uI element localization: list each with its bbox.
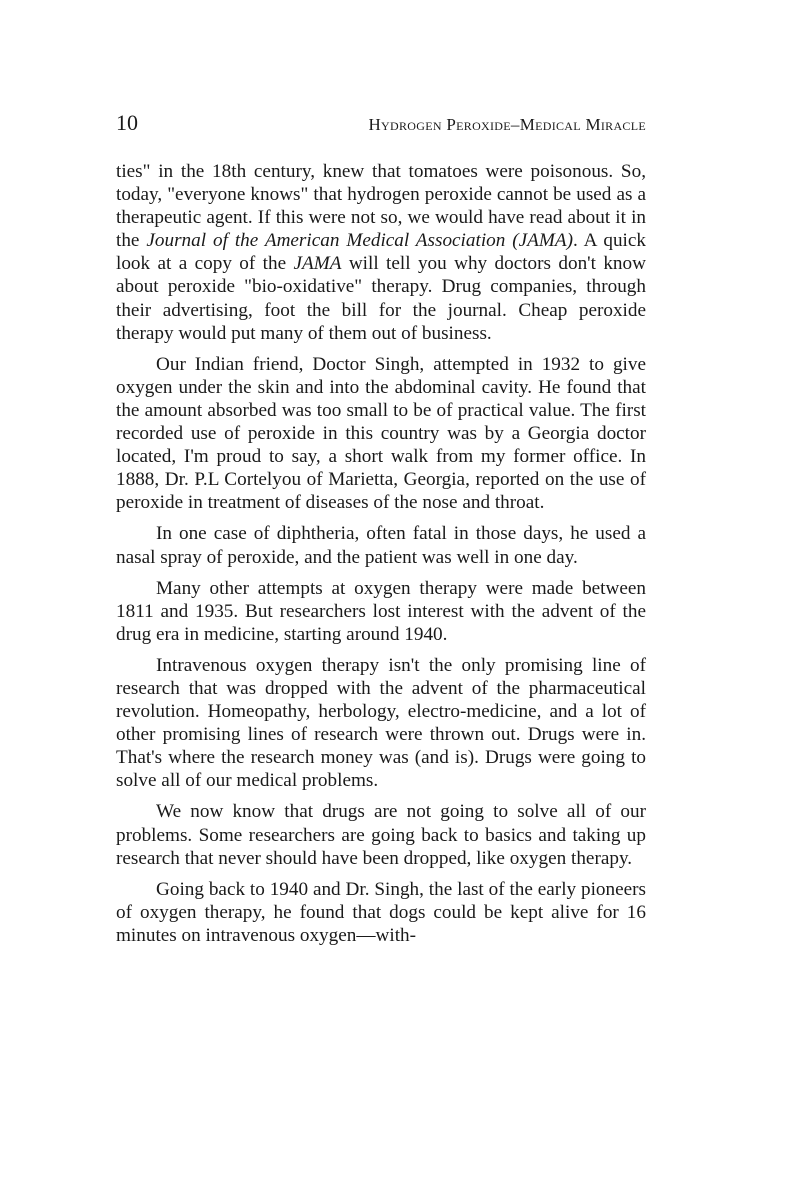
paragraph xyxy=(116,353,646,515)
text-run: Intravenous oxygen therapy isn't the only promising line of research that was dropped with the advent of the pharmaceutical revolution. Homeopathy, herbology, electro-medicine, and a lot of other promising lines of research were thrown out. Drugs were in. That's where the research money was (and is). Drugs were going to solve all of our medical problems. xyxy=(116,654,646,792)
book-page xyxy=(116,110,646,955)
paragraph xyxy=(116,577,646,646)
text-run: ties" in the 18th century, knew that tomatoes were poisonous. So, today, "everyone knows" that hydrogen peroxide cannot be used as a therapeutic agent. If this were not so, we would have read about it in the xyxy=(116,161,646,252)
text-run: We now know that drugs are not going to solve all of our problems. Some researchers are going back to basics and taking up research that never should have been dropped, like oxygen therapy. xyxy=(116,801,646,869)
italic-text: JAMA xyxy=(293,253,342,275)
text-run: Many other attempts at oxygen therapy were made between 1811 and 1935. But researchers lost interest with the advent of the drug era in medicine, starting around 1940. xyxy=(116,577,646,645)
text-run: Our Indian friend, Doctor Singh, attempted in 1932 to give oxygen under the skin and into the abdominal cavity. He found that the amount absorbed was too small to be of practical value. The first recorded use of peroxide in this country was by a Georgia doctor located, I'm proud to say, a short walk from my former office. In 1888, Dr. P.L Cortelyou of Marietta, Georgia, reported on the use of peroxide in treatment of diseases of the nose and throat. xyxy=(116,353,646,514)
text-run: . A quick look at a copy of the xyxy=(116,230,646,275)
book-title: Hydrogen Peroxide–Medical Miracle xyxy=(368,115,646,134)
paragraph xyxy=(116,654,646,793)
text-run: Going back to 1940 and Dr. Singh, the last of the early pioneers of oxygen therapy, he found that dogs could be kept alive for 16 minutes on intravenous oxygen—with- xyxy=(116,878,646,946)
running-header xyxy=(116,110,646,138)
text-run: will tell you why doctors don't know about peroxide "bio-oxidative" therapy. Drug companies, through their advertising, foot the bill for the journal. Cheap peroxide therapy would put many of them out of business. xyxy=(116,253,646,344)
paragraph xyxy=(116,160,646,345)
page-number: 10 xyxy=(116,110,138,135)
text-run: In one case of diphtheria, often fatal in those days, he used a nasal spray of peroxide, and the patient was well in one day. xyxy=(116,523,646,568)
paragraph xyxy=(116,800,646,869)
paragraph xyxy=(116,522,646,568)
paragraph xyxy=(116,878,646,947)
italic-text: Journal of the American Medical Association (JAMA) xyxy=(146,230,573,252)
body-text xyxy=(116,160,646,947)
